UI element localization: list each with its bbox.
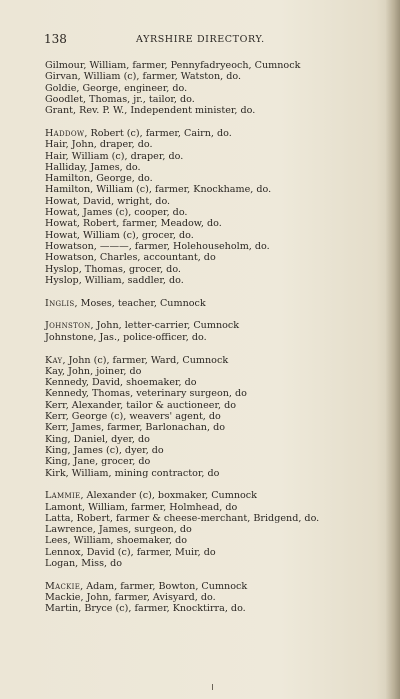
entry-text: , John, letter-carrier, Cumnock: [90, 320, 240, 332]
directory-entry: [45, 162, 375, 173]
directory-entry: [45, 252, 375, 263]
directory-entry: [45, 524, 375, 535]
directory-entry: [45, 422, 375, 433]
entry-text: Grant, Rev. P. W., Independent minister, do.: [45, 105, 256, 117]
directory-entry: [45, 490, 375, 501]
entry-text: Kerr, Alexander, tailor & auctioneer, do: [45, 399, 237, 411]
section-lead-surname: Haddow: [45, 127, 85, 139]
directory-entry: [45, 264, 375, 275]
directory-entry: [45, 105, 375, 116]
directory-entry: [45, 218, 375, 229]
directory-entry: [45, 151, 375, 162]
entry-text: Howat, Robert, farmer, Meadow, do.: [45, 218, 222, 230]
entry-text: Howat, William (c), grocer, do.: [45, 229, 194, 241]
directory-entry: [45, 173, 375, 184]
directory-section: [45, 60, 375, 116]
entry-text: Kirk, William, mining contractor, do: [45, 467, 220, 479]
entry-text: Howat, James (c), cooper, do.: [45, 207, 188, 219]
directory-entry: [45, 468, 375, 479]
directory-entry: [45, 411, 375, 422]
directory-entry: [45, 207, 375, 218]
directory-entry: [45, 275, 375, 286]
entry-text: , Robert (c), farmer, Cairn, do.: [84, 127, 232, 139]
section-lead-surname: Lammie: [45, 490, 81, 502]
entry-text: Hamilton, George, do.: [45, 173, 153, 185]
directory-section: [45, 320, 375, 343]
directory-section: [45, 355, 375, 479]
entry-text: Logan, Miss, do: [45, 558, 123, 570]
entry-text: Kerr, George (c), weavers' agent, do: [45, 411, 221, 423]
directory-entry: [45, 230, 375, 241]
entry-text: Mackie, John, farmer, Avisyard, do.: [45, 592, 216, 604]
entry-text: Kay, John, joiner, do: [45, 365, 142, 377]
directory-section: [45, 298, 375, 309]
entry-text: Lawrence, James, surgeon, do: [45, 524, 192, 536]
directory-entry: [45, 400, 375, 411]
directory-entry: [45, 581, 375, 592]
directory-entry: [45, 603, 375, 614]
directory-entry: [45, 94, 375, 105]
running-title: AYRSHIRE DIRECTORY.: [136, 34, 265, 45]
entry-text: Kennedy, David, shoemaker, do: [45, 377, 197, 389]
book-gutter: [386, 0, 400, 699]
entry-text: Goodlet, Thomas, jr., tailor, do.: [45, 93, 195, 105]
entry-text: , John (c), farmer, Ward, Cumnock: [62, 354, 229, 366]
entry-text: Howatson, Charles, accountant, do: [45, 252, 216, 264]
directory-section: [45, 581, 375, 615]
entry-text: Halliday, James, do.: [45, 161, 141, 173]
entry-text: Howatson, ———, farmer, Holehouseholm, do.: [45, 240, 270, 252]
entry-text: King, Daniel, dyer, do: [45, 433, 150, 445]
entry-text: Hyslop, Thomas, grocer, do.: [45, 263, 181, 275]
page-number: 138: [44, 32, 67, 46]
directory-entry: [45, 60, 375, 71]
directory-entry: [45, 456, 375, 467]
section-lead-surname: Inglis: [45, 297, 75, 309]
printer-mark: [212, 684, 213, 690]
entry-text: , Adam, farmer, Bowton, Cumnock: [80, 580, 248, 592]
directory-entry: [45, 298, 375, 309]
entry-text: Hamilton, William (c), farmer, Knockhame, do.: [45, 184, 272, 196]
entry-text: Lees, William, shoemaker, do: [45, 535, 188, 547]
directory-entry: [45, 241, 375, 252]
entry-text: Hair, William (c), draper, do.: [45, 150, 184, 162]
entry-text: King, James (c), dyer, do: [45, 444, 164, 456]
directory-entry: [45, 445, 375, 456]
directory-entry: [45, 83, 375, 94]
directory-listing: [45, 60, 375, 626]
directory-entry: [45, 196, 375, 207]
entry-text: Lamont, William, farmer, Holmhead, do: [45, 501, 238, 513]
directory-entry: [45, 535, 375, 546]
entry-text: Gilmour, William, farmer, Pennyfadryeoch, Cumnock: [45, 60, 301, 71]
entry-text: Kennedy, Thomas, veterinary surgeon, do: [45, 388, 247, 400]
directory-section: [45, 128, 375, 286]
entry-text: Goldie, George, engineer, do.: [45, 82, 188, 94]
section-lead-surname: Johnston: [45, 320, 91, 332]
directory-entry: [45, 377, 375, 388]
entry-text: , Alexander (c), boxmaker, Cumnock: [80, 490, 257, 502]
directory-entry: [45, 139, 375, 150]
directory-entry: [45, 502, 375, 513]
entry-text: Latta, Robert, farmer & cheese-merchant, Bridgend, do.: [45, 512, 320, 524]
directory-entry: [45, 547, 375, 558]
directory-entry: [45, 366, 375, 377]
directory-entry: [45, 332, 375, 343]
directory-entry: [45, 71, 375, 82]
entry-text: Hair, John, draper, do.: [45, 139, 153, 151]
directory-entry: [45, 434, 375, 445]
entry-text: Howat, David, wright, do.: [45, 195, 171, 207]
section-lead-surname: Mackie: [45, 580, 81, 592]
directory-entry: [45, 513, 375, 524]
directory-entry: [45, 558, 375, 569]
directory-entry: [45, 184, 375, 195]
entry-text: King, Jane, grocer, do: [45, 456, 151, 468]
directory-entry: [45, 592, 375, 603]
directory-section: [45, 490, 375, 569]
entry-text: Hyslop, William, saddler, do.: [45, 274, 184, 286]
directory-entry: [45, 388, 375, 399]
directory-entry: [45, 128, 375, 139]
directory-entry: [45, 320, 375, 331]
entry-text: Martin, Bryce (c), farmer, Knocktirra, do.: [45, 603, 246, 615]
entry-text: , Moses, teacher, Cumnock: [74, 297, 206, 309]
entry-text: Girvan, William (c), farmer, Watston, do.: [45, 71, 242, 83]
entry-text: Kerr, James, farmer, Barlonachan, do: [45, 422, 225, 434]
entry-text: Johnstone, Jas., police-officer, do.: [45, 331, 207, 343]
section-lead-surname: Kay: [45, 354, 63, 366]
directory-entry: [45, 355, 375, 366]
entry-text: Lennox, David (c), farmer, Muir, do: [45, 546, 216, 558]
